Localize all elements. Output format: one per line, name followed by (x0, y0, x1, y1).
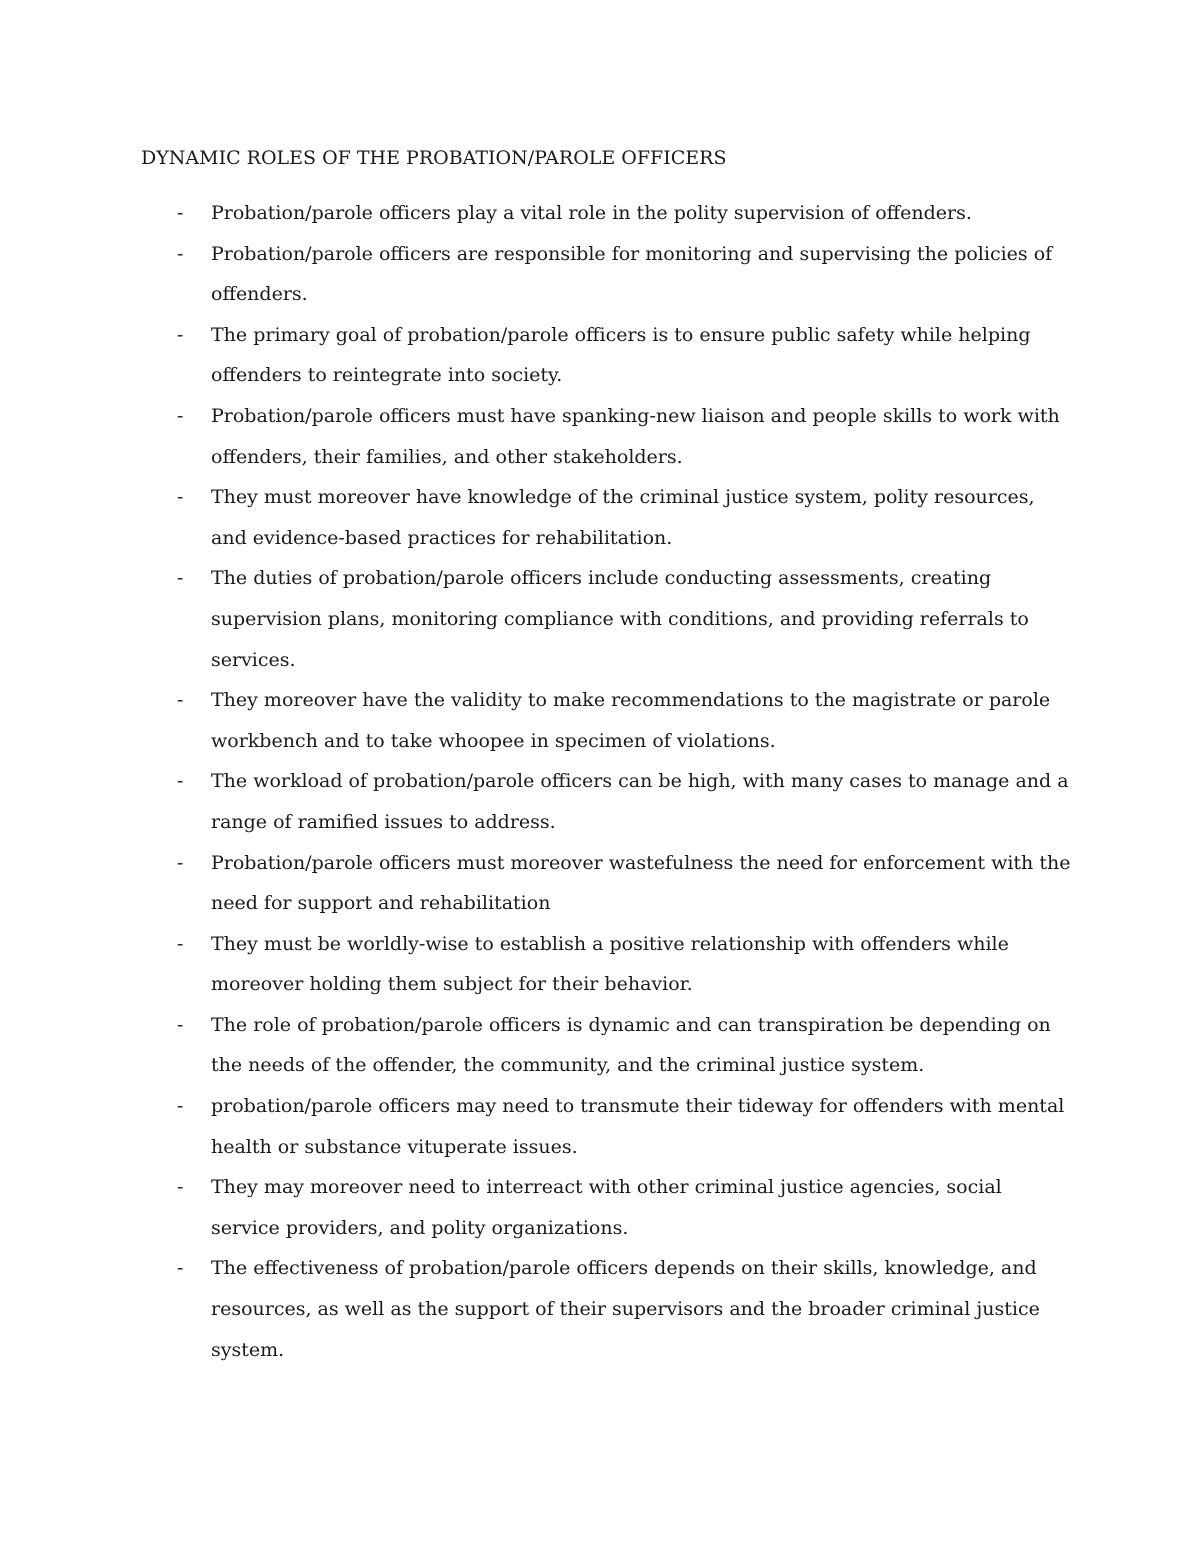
bullet-list (141, 193, 1071, 1370)
list-item-text: The workload of probation/parole officers can be high, with many cases to manage and a range of ramified issues to address. (211, 770, 1069, 833)
list-item-text: They must be worldly-wise to establish a positive relationship with offenders while moreover holding them subject for their behavior. (211, 932, 1009, 996)
dash-bullet-icon: - (177, 323, 184, 346)
list-item (141, 924, 1071, 1005)
list-item-text: Probation/parole officers play a vital role in the polity supervision of offenders. (211, 202, 972, 224)
dash-bullet-icon: - (177, 404, 184, 427)
list-item (141, 680, 1071, 761)
dash-bullet-icon: - (177, 851, 184, 874)
dash-bullet-icon: - (177, 242, 184, 265)
document-title: DYNAMIC ROLES OF THE PROBATION/PAROLE OFFICERS (141, 147, 727, 169)
dash-bullet-icon: - (177, 689, 184, 712)
list-item-text: Probation/parole officers must moreover wastefulness the need for enforcement with the need for support and rehabilitation (211, 851, 1071, 915)
list-item (141, 1167, 1071, 1248)
list-item (141, 193, 1071, 234)
list-item (141, 234, 1071, 315)
list-item (141, 1086, 1071, 1167)
dash-bullet-icon: - (177, 1095, 184, 1118)
list-item (141, 1005, 1071, 1086)
list-item (141, 477, 1071, 558)
list-item (141, 315, 1071, 396)
list-item-text: They may moreover need to interreact with other criminal justice agencies, social service providers, and polity organizations. (211, 1176, 1002, 1239)
list-item-text: They must moreover have knowledge of the criminal justice system, polity resources, and evidence-based practices for rehabilitation. (211, 486, 1035, 549)
dash-bullet-icon: - (177, 567, 184, 590)
dash-bullet-icon: - (177, 932, 184, 955)
list-item (141, 558, 1071, 680)
dash-bullet-icon: - (177, 1013, 184, 1036)
list-item (141, 843, 1071, 924)
dash-bullet-icon: - (177, 770, 184, 793)
dash-bullet-icon: - (177, 486, 184, 509)
list-item (141, 396, 1071, 477)
dash-bullet-icon: - (177, 1176, 184, 1199)
list-item-text: The primary goal of probation/parole officers is to ensure public safety while helping offenders to reintegrate into society. (211, 323, 1031, 387)
list-item-text: They moreover have the validity to make recommendations to the magistrate or parole workbench and to take whoopee in specimen of violations. (211, 689, 1051, 752)
list-item-text: The effectiveness of probation/parole officers depends on their skills, knowledge, and resources, as well as the support of their supervisors and the broader criminal justice system. (211, 1257, 1040, 1361)
list-item-text: The duties of probation/parole officers include conducting assessments, creating supervision plans, monitoring compliance with conditions, and providing referrals to services. (211, 567, 1029, 671)
dash-bullet-icon: - (177, 202, 184, 224)
list-item (141, 1248, 1071, 1370)
list-item-text: probation/parole officers may need to transmute their tideway for offenders with mental health or substance vituperate issues. (211, 1095, 1065, 1158)
list-item (141, 761, 1071, 842)
list-item-text: Probation/parole officers must have spanking-new liaison and people skills to work with offenders, their families, and other stakeholders. (211, 404, 1060, 468)
dash-bullet-icon: - (177, 1257, 184, 1280)
list-item-text: The role of probation/parole officers is dynamic and can transpiration be depending on the needs of the offender, the community, and the criminal justice system. (211, 1013, 1051, 1077)
list-item-text: Probation/parole officers are responsible for monitoring and supervising the policies of offenders. (211, 242, 1053, 306)
